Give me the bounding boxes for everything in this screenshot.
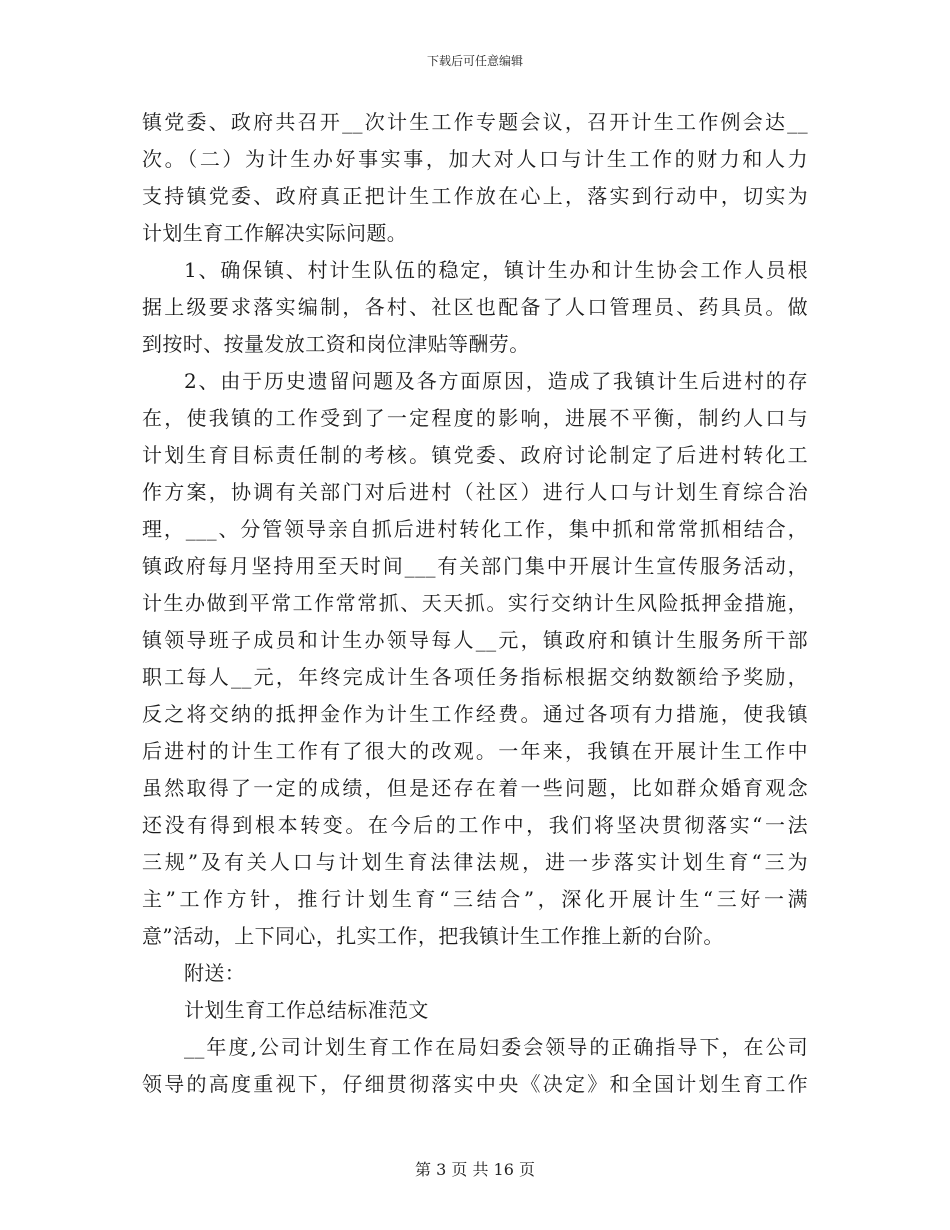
text-line: 三规”及有关人口与计划生育法律法规，进一步落实计划生育“三为: [142, 850, 808, 874]
text-line: 还没有得到根本转变。在今后的工作中，我们将坚决贯彻落实“一法: [142, 813, 808, 837]
page-footer: 第 3 页 共 16 页: [415, 1160, 535, 1179]
text-line: 次。（二）为计生办好事实事，加大对人口与计生工作的财力和人力: [142, 147, 808, 171]
text-line: 反之将交纳的抵押金作为计生工作经费。通过各项有力措施，使我镇: [142, 702, 808, 726]
text-line: 理，___、分管领导亲自抓后进村转化工作，集中抓和常常抓相结合，: [142, 517, 808, 541]
text-line: 主”工作方针，推行计划生育“三结合”，深化开展计生“三好一满: [142, 887, 808, 911]
text-line: 领导的高度重视下，仔细贯彻落实中央《决定》和全国计划生育工作: [142, 1072, 808, 1096]
text-line: 后进村的计生工作有了很大的改观。一年来，我镇在开展计生工作中: [142, 739, 808, 763]
text-line: 2、由于历史遗留问题及各方面原因，造成了我镇计生后进村的存: [184, 369, 808, 393]
text-line: 镇政府每月坚持用至天时间___有关部门集中开展计生宣传服务活动，: [142, 554, 808, 578]
text-line: 计划生育目标责任制的考核。镇党委、政府讨论制定了后进村转化工: [142, 443, 808, 467]
text-line: 虽然取得了一定的成绩，但是还存在着一些问题，比如群众婚育观念: [142, 776, 808, 800]
text-line: 计划生育工作总结标准范文: [184, 998, 429, 1022]
text-line: 1、确保镇、村计生队伍的稳定，镇计生办和计生协会工作人员根: [184, 258, 808, 282]
document-body: [142, 104, 808, 1103]
text-line: 职工每人__元，年终完成计生各项任务指标根据交纳数额给予奖励，: [142, 665, 808, 689]
text-line: 附送：: [184, 961, 246, 985]
text-line: 支持镇党委、政府真正把计生工作放在心上，落实到行动中，切实为: [142, 184, 808, 208]
text-line: 计生办做到平常工作常常抓、天天抓。实行交纳计生风险抵押金措施，: [142, 591, 808, 615]
text-line: 到按时、按量发放工资和岗位津贴等酬劳。: [142, 332, 530, 356]
text-line: 计划生育工作解决实际问题。: [142, 221, 408, 245]
text-line: 作方案，协调有关部门对后进村（社区）进行人口与计划生育综合治: [142, 480, 808, 504]
text-line: 镇党委、政府共召开__次计生工作专题会议，召开计生工作例会达__: [142, 110, 808, 134]
text-line: 镇领导班子成员和计生办领导每人__元，镇政府和镇计生服务所干部: [142, 628, 808, 652]
text-line: 在，使我镇的工作受到了一定程度的影响，进展不平衡，制约人口与: [142, 406, 808, 430]
text-line: 据上级要求落实编制，各村、社区也配备了人口管理员、药具员。做: [142, 295, 808, 319]
page-header: 下载后可任意编辑: [426, 54, 523, 68]
text-line: __年度,公司计划生育工作在局妇委会领导的正确指导下，在公司: [184, 1035, 808, 1059]
text-line: 意”活动，上下同心，扎实工作，把我镇计生工作推上新的台阶。: [142, 924, 724, 948]
